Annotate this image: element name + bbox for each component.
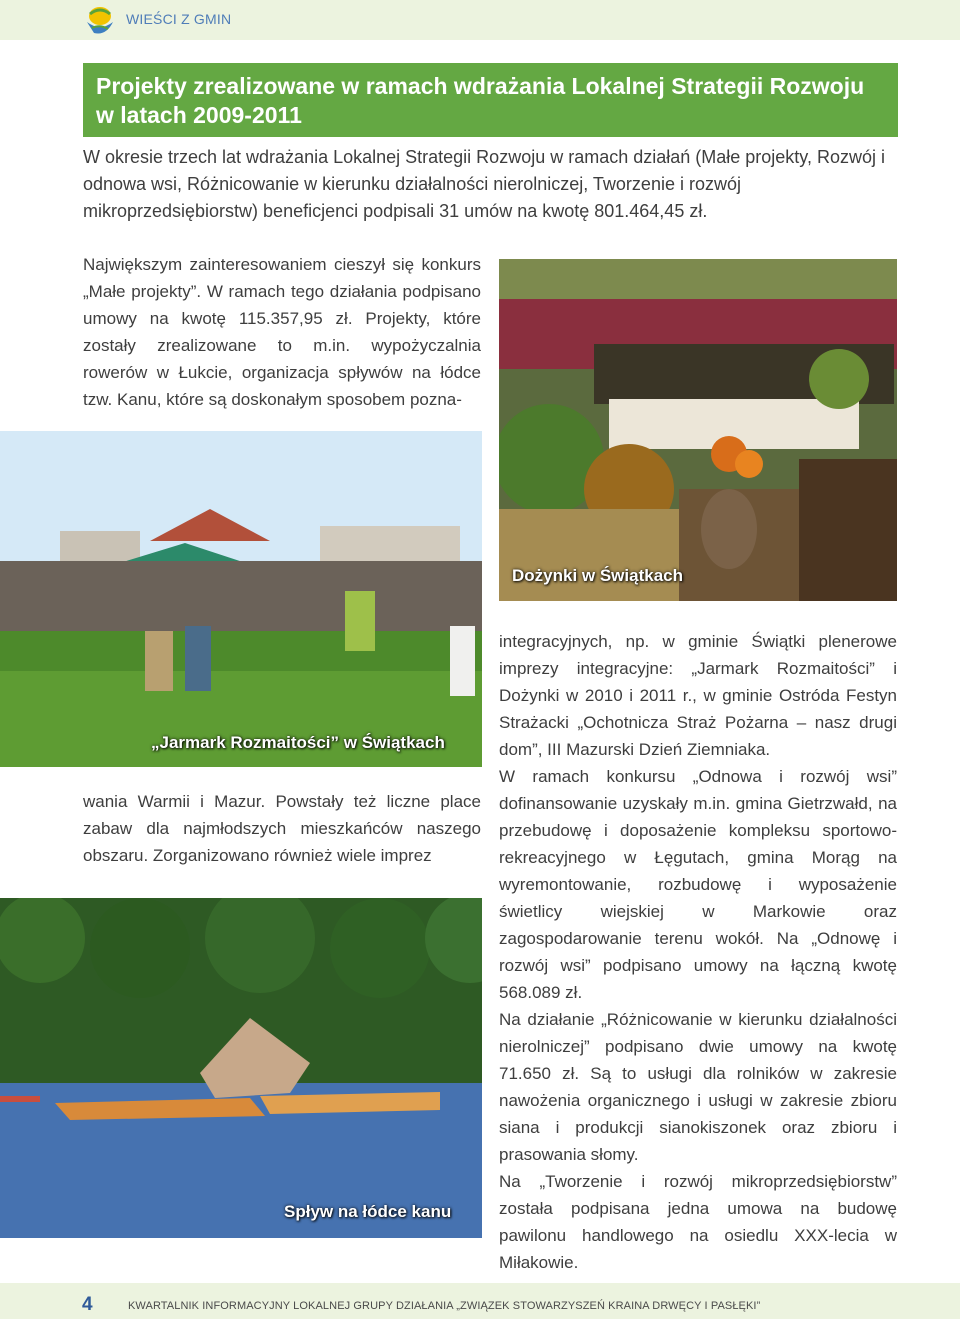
- photo-dozynki: [499, 259, 897, 601]
- right-column-paragraph: Na „Tworzenie i rozwój mikroprzedsiębiorstw” została podpisana jedna umowa na budowę pawilonu handlowego na osiedlu XXX-lecia w Miłakowie.: [499, 1172, 897, 1272]
- section-label: WIEŚCI Z GMIN: [126, 11, 232, 27]
- right-column-paragraph: integracyjnych, np. w gminie Świątki plenerowe imprezy integracyjne: „Jarmark Rozmaitości” i Dożynki w 2010 i 2011 r., w gminie Ostróda Festyn Strażacki „Ochotnicza Straż Pożarna – nasz drugi dom”, III Mazurski Dzień Ziemniaka.: [499, 632, 897, 759]
- article-title: Projekty zrealizowane w ramach wdrażania Lokalnej Strategii Rozwoju w latach 2009-2011: [96, 73, 865, 128]
- right-column-text: [499, 628, 897, 1276]
- article-intro: W okresie trzech lat wdrażania Lokalnej Strategii Rozwoju w ramach działań (Małe projekty, Rozwój i odnowa wsi, Różnicowanie w kierunku działalności nierolniczej, Tworzenie i rozwój mikroprzedsiębiorstw) beneficjenci podpisali 31 umów na kwotę 801.464,45 zł.: [83, 147, 885, 221]
- regional-logo-icon: [82, 2, 118, 38]
- left-column-text-bottom: wania Warmii i Mazur. Powstały też liczne place zabaw dla najmłodszych mieszkańców naszego obszaru. Zorganizowano również wiele imprez: [83, 792, 481, 865]
- publication-name: KWARTALNIK INFORMACYJNY LOKALNEJ GRUPY DZIAŁANIA „ZWIĄZEK STOWARZYSZEŃ KRAINA DRWĘCY I PASŁĘKI”: [128, 1300, 761, 1312]
- caption-dozynki: Dożynki w Świątkach: [512, 566, 683, 585]
- right-column-paragraph: W ramach konkursu „Odnowa i rozwój wsi” dofinansowanie uzyskały m.in. gmina Gietrzwałd, na przebudowę i doposażenie kompleksu sportowo-rekreacyjnego w Łęgutach, gmina Morąg na wyremontowanie, rozbudowę i wyposażenie świetlicy wiejskiej w Markowie oraz zagospodarowanie terenu wokół. Na „Odnowę i rozwój wsi” podpisano umowy na łączną kwotę 568.089 zł.: [499, 767, 897, 1002]
- photo-splyw: [0, 898, 482, 1238]
- page-number: 4: [82, 1294, 93, 1315]
- caption-splyw: Spływ na łódce kanu: [284, 1202, 452, 1221]
- photo-jarmark: [0, 431, 482, 767]
- caption-jarmark: „Jarmark Rozmaitości” w Świątkach: [151, 733, 445, 752]
- article-title-band: [83, 63, 898, 137]
- right-column-paragraph: Na działanie „Różnicowanie w kierunku działalności nierolniczej” podpisano dwie umowy na kwotę 71.650 zł. Są to usługi dla rolników w zakresie nawożenia organicznego i usługi w zakresie zbioru siana i produkcji sianokiszonek oraz zbioru i prasowania słomy.: [499, 1010, 897, 1164]
- left-column-text-top: Największym zainteresowaniem cieszył się konkurs „Małe projekty”. W ramach tego działania podpisano umowy na kwotę 115.357,95 zł. Projekty, które zostały zrealizowane to m.in. wypożyczalnia rowerów w Łukcie, organizacja spływów na łódce tzw. Kanu, które są doskonałym sposobem pozna-: [83, 255, 481, 409]
